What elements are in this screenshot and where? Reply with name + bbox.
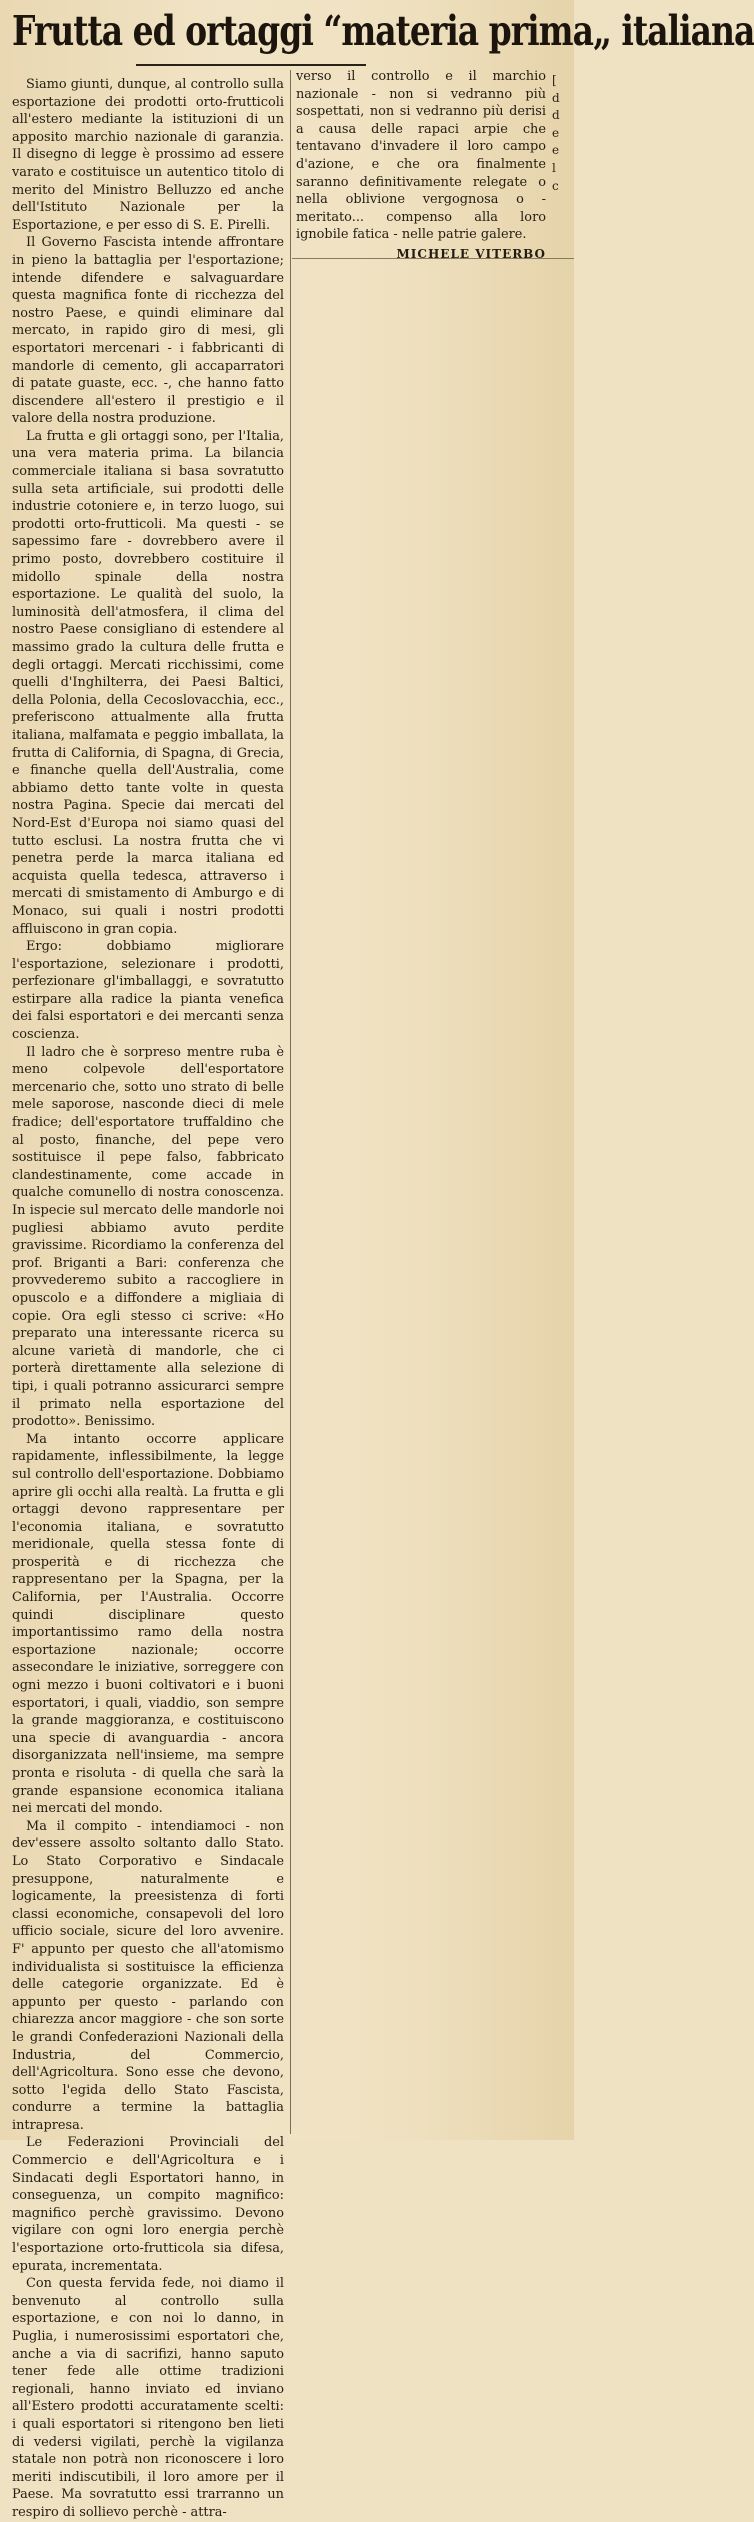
paragraph: Le Federazioni Provinciali del Commercio e dell'Agricoltura e i Sindacati degli Esportatori hanno, in conseguenza, un compito magnifico: magnifico perchè gravissimo. Devono vigilare con ogni loro energia perchè l'esportazione orto-frutticola sia difesa, epurata, incrementata.	[12, 2135, 284, 2274]
edge-char: c	[552, 178, 559, 193]
article-left-column	[12, 76, 284, 2522]
title-underline	[136, 64, 366, 66]
edge-char: l	[552, 160, 556, 175]
author-signature: MICHELE VITERBO	[396, 246, 546, 261]
edge-char: e	[552, 125, 560, 140]
paragraph: Con questa fervida fede, noi diamo il benvenuto al controllo sulla esportazione, e con noi lo danno, in Puglia, i numerosissimi esportatori che, anche a via di sacrifizi, hanno saputo tener fede alle ottime tradizioni regionali, hanno inviato ed inviano all'Estero prodotti accuratamente scelti: i quali esportatori si ritengono ben lieti di vedersi vigilati, perchè la vigilanza statale non potrà non riconoscere i loro meriti indiscutibili, il loro amore per il Paese. Ma sovratutto essi trarranno un respiro di sollievo perchè - attra-	[12, 2276, 284, 2520]
section-rule	[292, 258, 574, 259]
column-divider	[290, 70, 291, 2134]
paragraph: verso il controllo e il marchio nazionale - non si vedranno più sospettati, non si vedranno più derisi a causa delle rapaci arpie che tentavano d'invadere il loro campo d'azione, e che ora finalmente saranno definitivamente relegate o nella oblivione vergognosa o - meritato... compenso alla loro ignobile fatica - nelle patrie galere.	[296, 69, 546, 243]
paragraph: Siamo giunti, dunque, al controllo sulla esportazione dei prodotti orto-frutticoli all'estero mediante la istituzioni di un apposito marchio nazionale di garanzia. Il disegno di legge è prossimo ad essere varato e costituisce un autentico titolo di merito del Ministro Belluzzo ed anche dell'Istituto Nazionale per la Esportazione, e per esso di S. E. Pirelli.	[12, 77, 284, 233]
paragraph: Il Governo Fascista intende affrontare in pieno la battaglia per l'esportazione; intende difendere e salvaguardare questa magnifica fonte di ricchezza del nostro Paese, e quindi eliminare dal mercato, in rapido giro di mesi, gli esportatori mercenari - i fabbricanti di mandorle di cemento, gli accaparratori di patate guaste, ecc. -, che hanno fatto discendere all'estero il prestigio e il valore della nostra produzione.	[12, 235, 284, 427]
adjacent-column-fragment	[552, 0, 574, 260]
paragraph: Ma il compito - intendiamoci - non dev'essere assolto soltanto dallo Stato. Lo Stato Corporativo e Sindacale presuppone, naturalmente e logicamente, la preesistenza di forti classi economiche, consapevoli del loro ufficio sociale, sicure del loro avvenire. F' appunto per questo che all'atomismo individualista si sostituisce la efficienza delle categorie organizzate. Ed è appunto per questo - parlando con chiarezza ancor maggiore - che son sorte le grandi Confederazioni Nazionali della Industria, del Commercio, dell'Agricoltura. Sono esse che devono, sotto l'egida dello Stato Fascista, condurre a termine la battaglia intrapresa.	[12, 1818, 284, 2133]
edge-char: e	[552, 143, 560, 158]
edge-char: [	[552, 73, 557, 87]
edge-char: d	[552, 90, 560, 105]
paragraph: Il ladro che è sorpreso mentre ruba è meno colpevole dell'esportatore mercenario che, sotto uno strato di belle mele saporose, nasconde dieci di mele fradice; dell'esportatore truffaldino che al posto, finanche, del pepe vero sostituisce il pepe falso, fabbricato clandestinamente, come accade in qualche comunello di nostra conoscenza. In ispecie sul mercato delle mandorle noi pugliesi abbiamo avuto perdite gravissime. Ricordiamo la conferenza del prof. Briganti a Bari: conferenza che provvederemo subito a raccogliere in opuscolo e a diffondere a migliaia di copie. Ora egli stesso ci scrive: «Ho preparato una interessante ricerca su alcune varietà di mandorle, che ci porterà direttamente alla selezione di tipi, i quali potranno assicurarci sempre il primato nella esportazione del prodotto». Benissimo.	[12, 1044, 284, 1430]
article-right-column	[296, 68, 546, 264]
paragraph: Ergo: dobbiamo migliorare l'esportazione, selezionare i prodotti, perfezionare gl'imballaggi, e sovratutto estirpare alla radice la pianta venefica dei falsi esportatori e dei mercanti senza coscienza.	[12, 939, 284, 1043]
edge-char: d	[552, 108, 560, 123]
paragraph: Ma intanto occorre applicare rapidamente, inflessibilmente, la legge sul controllo dell'esportazione. Dobbiamo aprire gli occhi alla realtà. La frutta e gli ortaggi devono rappresentare per l'economia italiana, e sovratutto meridionale, quella stessa fonte di prosperità e di ricchezza che rappresentano per la Spagna, per la California, per l'Australia. Occorre quindi disciplinare questo importantissimo ramo della nostra esportazione nazionale; occorre assecondare le iniziative, sorreggere con ogni mezzo i buoni coltivatori e i buoni esportatori, i quali, viaddio, son sempre la grande maggioranza, e costituiscono una specie di avanguardia - ancora disorganizzata nell'insieme, ma sempre pronta e risoluta - di quella che sarà la grande espansione economica italiana nei mercati del mondo.	[12, 1431, 284, 1817]
paragraph: La frutta e gli ortaggi sono, per l'Italia, una vera materia prima. La bilancia commerciale italiana si basa sovratutto sulla seta artificiale, sui prodotti delle industrie cotoniere e, in terzo luogo, sui prodotti orto-frutticoli. Ma questi - se sapessimo fare - dovrebbero avere il primo posto, dovrebbero costituire il midollo spinale della nostra esportazione. Le qualità del suolo, la luminosità dell'atmosfera, il clima del nostro Paese consigliano di estendere al massimo grado la cultura delle frutta e degli ortaggi. Mercati ricchissimi, come quelli d'Inghilterra, dei Paesi Baltici, della Polonia, della Cecoslovacchia, ecc., preferiscono attualmente alla frutta italiana, malfamata e peggio imballata, la frutta di California, di Spagna, di Grecia, e finanche quella dell'Australia, come abbiamo detto tante volte in questa nostra Pagina. Specie dai mercati del Nord-Est d'Europa noi siamo quasi del tutto esclusi. La nostra frutta che vi penetra perde la marca italiana ed acquista quella tedesca, attraverso i mercati di smistamento di Amburgo e di Monaco, sui quali i nostri prodotti affluiscono in gran copia.	[12, 428, 284, 937]
page-title: Frutta ed ortaggi “materia prima„ italiana	[12, 6, 754, 55]
